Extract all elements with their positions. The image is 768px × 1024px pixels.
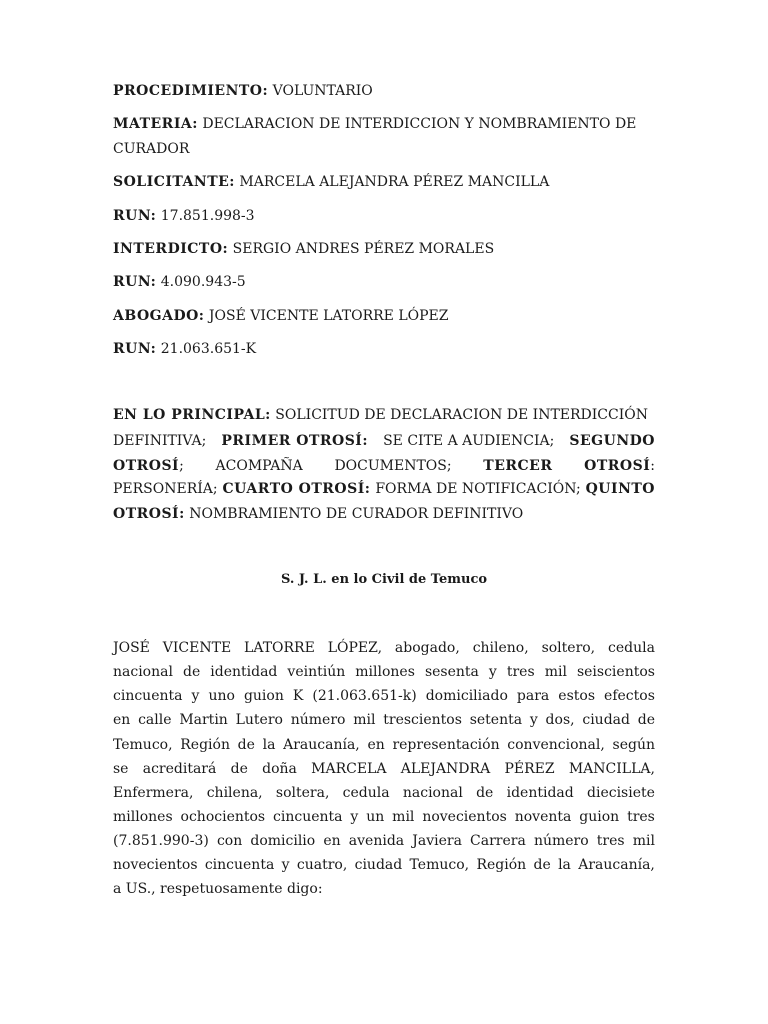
body-word: PÉREZ — [504, 761, 555, 777]
field-value: SERGIO ANDRES PÉREZ MORALES — [228, 241, 495, 257]
field-solicitante — [113, 174, 655, 190]
body-word: ciudad — [582, 712, 630, 728]
field-value: MARCELA ALEJANDRA PÉREZ MANCILLA — [234, 174, 550, 190]
body-word: MANCILLA, — [568, 761, 655, 777]
body-word: trescientos — [383, 712, 462, 728]
body-line — [113, 737, 655, 753]
body-line — [113, 712, 655, 728]
body-word: nacional — [402, 785, 463, 801]
body-word: cuatro, — [296, 857, 348, 873]
summary-bold: QUINTO — [585, 481, 655, 497]
summary-text: ACOMPAÑA — [215, 458, 303, 474]
body-word: noventa — [514, 809, 572, 825]
body-word: mil — [353, 712, 376, 728]
body-word: estos — [558, 688, 596, 704]
body-word: y — [281, 857, 290, 873]
body-word: de — [637, 712, 655, 728]
court-title: S. J. L. en lo Civil de Temuco — [280, 572, 488, 587]
summary-text: ; — [179, 458, 184, 474]
body-word: tres — [596, 833, 625, 849]
body-word: y — [488, 664, 497, 680]
body-word: tres — [506, 664, 535, 680]
body-word: tres — [627, 809, 655, 825]
body-word: domicilio — [250, 833, 316, 849]
body-word: nacional — [113, 664, 173, 680]
summary-bold: SEGUNDO — [569, 433, 655, 449]
body-word: un — [366, 809, 385, 825]
field-label: RUN: — [113, 341, 157, 357]
body-word: Carrera — [470, 833, 526, 849]
body-word: mil — [392, 809, 415, 825]
body-word: la — [262, 737, 276, 753]
body-word: VICENTE — [162, 640, 232, 656]
field-value: 4.090.943-5 — [156, 274, 246, 290]
body-word: ALEJANDRA — [400, 761, 491, 777]
field-label: INTERDICTO: — [113, 241, 229, 257]
field-run-abogado — [113, 341, 655, 357]
summary-text: SE CITE A AUDIENCIA; — [383, 433, 555, 449]
body-word: millones — [113, 809, 173, 825]
body-word: guion — [243, 688, 284, 704]
summary-line-1 — [113, 407, 655, 423]
body-word: cincuenta — [273, 809, 343, 825]
body-word: (21.063.651-k) — [312, 688, 417, 704]
body-word: para — [516, 688, 550, 704]
body-word: K — [292, 688, 304, 704]
summary-bold: OTROSÍ — [584, 458, 651, 474]
body-word: representación — [392, 737, 500, 753]
field-procedimiento — [113, 83, 655, 99]
body-word: novecientos — [422, 809, 507, 825]
body-word: calle — [138, 712, 172, 728]
body-line — [113, 664, 655, 680]
body-word: chileno, — [472, 640, 529, 656]
summary-bold: OTROSÍ: — [113, 506, 185, 522]
body-word: acreditará — [142, 761, 217, 777]
body-word: de — [533, 857, 551, 873]
body-word: seiscientos — [576, 664, 655, 680]
body-word: setenta — [469, 712, 523, 728]
body-word: cincuenta — [113, 688, 183, 704]
field-value: 17.851.998-3 — [156, 208, 255, 224]
body-word: y — [350, 809, 359, 825]
body-word: MARCELA — [311, 761, 387, 777]
body-line — [113, 640, 655, 656]
summary-bold: PRIMER OTROSÍ: — [221, 433, 369, 449]
body-word: LATORRE — [244, 640, 315, 656]
body-word: sesenta — [424, 664, 479, 680]
field-value: VOLUNTARIO — [268, 83, 373, 99]
field-label: ABOGADO: — [113, 308, 205, 324]
body-word: con — [216, 833, 243, 849]
body-word: LÓPEZ, — [327, 640, 383, 656]
body-word: la — [558, 857, 571, 873]
summary-line-3 — [113, 458, 655, 474]
field-value: 21.063.651-K — [156, 341, 257, 357]
body-word: se — [113, 761, 129, 777]
body-word: Araucanía, — [578, 857, 655, 873]
field-value: DECLARACION DE INTERDICCION Y NOMBRAMIENTO DE — [197, 116, 637, 132]
body-word: veintiún — [287, 664, 346, 680]
body-word: chilena, — [206, 785, 263, 801]
field-label: RUN: — [113, 274, 157, 290]
field-run-interdicto — [113, 274, 655, 290]
summary-bold: CUARTO OTROSÍ: — [222, 481, 371, 497]
body-word: (7.851.990-3) — [113, 833, 209, 849]
body-word: soltera, — [275, 785, 330, 801]
body-word: número — [533, 833, 589, 849]
body-word: JOSÉ — [113, 640, 150, 656]
summary-text: SOLICITUD DE DECLARACION DE INTERDICCIÓN — [270, 407, 648, 423]
summary-line-2 — [113, 433, 655, 449]
body-word: y — [191, 688, 200, 704]
field-label: MATERIA: — [113, 116, 198, 132]
summary-line-4 — [113, 481, 655, 497]
summary-bold: EN LO PRINCIPAL: — [113, 407, 271, 423]
body-word: de — [237, 737, 255, 753]
body-word: Temuco, — [409, 857, 470, 873]
summary-text: NOMBRAMIENTO DE CURADOR DEFINITIVO — [184, 506, 524, 522]
field-materia-cont: CURADOR — [113, 141, 190, 157]
summary-bold: OTROSÍ — [113, 458, 180, 474]
body-word: convencional, — [507, 737, 605, 753]
field-label: SOLICITANTE: — [113, 174, 235, 190]
body-word: Temuco, — [113, 737, 173, 753]
body-word: identidad — [210, 664, 278, 680]
body-word: de — [182, 664, 201, 680]
summary-group — [584, 458, 655, 474]
field-label: RUN: — [113, 208, 157, 224]
field-materia — [113, 116, 655, 132]
body-word: abogado, — [394, 640, 460, 656]
body-line — [113, 857, 655, 873]
field-run-solicitante — [113, 208, 655, 224]
summary-line-5 — [113, 506, 655, 522]
summary-bold: TERCER — [483, 458, 553, 474]
body-word: diecisiete — [587, 785, 655, 801]
body-word: y — [529, 712, 538, 728]
field-abogado — [113, 308, 655, 324]
body-word: cincuenta — [204, 857, 275, 873]
summary-text: DOCUMENTOS; — [334, 458, 452, 474]
summary-text: : — [650, 458, 655, 474]
body-word: doña — [262, 761, 297, 777]
body-word: mil — [544, 664, 567, 680]
body-line — [113, 785, 655, 801]
body-word: número — [290, 712, 346, 728]
body-word: efectos — [604, 688, 655, 704]
body-word: domiciliado — [425, 688, 508, 704]
body-word: de — [476, 785, 494, 801]
body-word: mil — [632, 833, 655, 849]
body-word: uno — [208, 688, 235, 704]
body-word: Región — [180, 737, 230, 753]
body-word: ciudad — [354, 857, 403, 873]
summary-group — [113, 458, 184, 474]
field-interdicto — [113, 241, 655, 257]
body-word: identidad — [506, 785, 574, 801]
summary-text: FORMA DE NOTIFICACIÓN; — [375, 481, 581, 497]
body-word: cedula — [342, 785, 390, 801]
body-word: novecientos — [113, 857, 198, 873]
body-word: en — [367, 737, 385, 753]
body-word: cedula — [608, 640, 655, 656]
body-word: en — [113, 712, 131, 728]
summary-text: DEFINITIVA; — [113, 433, 207, 449]
body-word: de — [230, 761, 248, 777]
body-line — [113, 761, 655, 777]
body-line-last: a US., respetuosamente digo: — [113, 881, 323, 897]
body-line — [113, 833, 655, 849]
body-word: Javiera — [412, 833, 462, 849]
body-word: guion — [579, 809, 620, 825]
body-word: en — [323, 833, 341, 849]
body-word: soltero, — [541, 640, 596, 656]
body-word: Martin — [179, 712, 228, 728]
body-line — [113, 809, 655, 825]
body-line — [113, 688, 655, 704]
body-word: avenida — [348, 833, 405, 849]
body-word: Región — [476, 857, 527, 873]
body-word: Enfermera, — [113, 785, 194, 801]
body-word: según — [612, 737, 655, 753]
summary-text: PERSONERÍA; — [113, 481, 218, 497]
body-word: millones — [355, 664, 415, 680]
body-word: Araucanía, — [283, 737, 360, 753]
body-word: Lutero — [235, 712, 283, 728]
body-word: ochocientos — [180, 809, 266, 825]
field-label: PROCEDIMIENTO: — [113, 83, 269, 99]
body-word: dos, — [545, 712, 575, 728]
field-value: JOSÉ VICENTE LATORRE LÓPEZ — [204, 308, 449, 324]
